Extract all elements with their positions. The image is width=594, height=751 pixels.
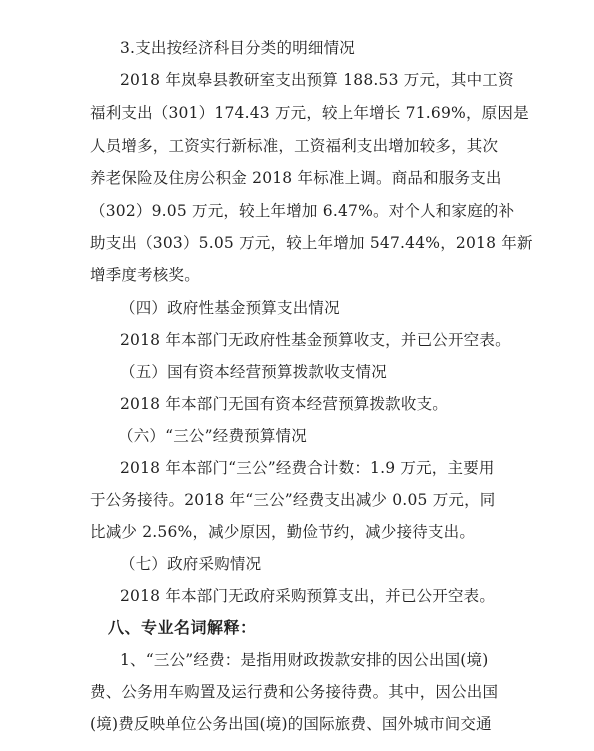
- paragraph-line: 养老保险及住房公积金 2018 年标准上调。商品和服务支出: [90, 169, 502, 187]
- paragraph-line: 比减少 2.56%，减少原因，勤俭节约，减少接待支出。: [90, 523, 476, 541]
- paragraph-line: 助支出（303）5.05 万元，较上年增加 547.44%，2018 年新: [90, 234, 533, 252]
- section-heading-expenditure-by-economic-category: 3.支出按经济科目分类的明细情况: [120, 39, 355, 57]
- section-heading-government-fund: （四）政府性基金预算支出情况: [120, 299, 340, 317]
- section-heading-state-capital: （五）国有资本经营预算拨款收支情况: [120, 363, 387, 381]
- paragraph-line: (境)费反映单位公务出国(境)的国际旅费、国外城市间交通: [90, 715, 492, 733]
- paragraph-line: （302）9.05 万元，较上年增加 6.47%。对个人和家庭的补: [90, 202, 515, 220]
- paragraph-line: 2018 年本部门无国有资本经营预算拨款收支。: [120, 395, 448, 413]
- paragraph-line: 人员增多，工资实行新标准，工资福利支出增加较多，其次: [90, 137, 499, 155]
- section-heading-three-public-expenses: （六）“三公”经费预算情况: [118, 427, 307, 445]
- paragraph-line: 2018 年本部门无政府性基金预算收支，并已公开空表。: [120, 331, 511, 349]
- paragraph-line: 2018 年本部门无政府采购预算支出，并已公开空表。: [120, 587, 496, 605]
- paragraph-line: 于公务接待。2018 年“三公”经费支出减少 0.05 万元，同: [90, 491, 496, 509]
- paragraph-line: 增季度考核奖。: [90, 266, 200, 284]
- section-heading-terminology: 八、专业名词解释：: [108, 618, 257, 637]
- paragraph-line: 费、公务用车购置及运行费和公务接待费。其中，因公出国: [90, 683, 499, 701]
- paragraph-line: 福利支出（301）174.43 万元，较上年增长 71.69%，原因是: [90, 104, 529, 122]
- paragraph-line: 1、“三公”经费：是指用财政拨款安排的因公出国(境): [120, 651, 489, 669]
- paragraph-line: 2018 年岚皋县教研室支出预算 188.53 万元，其中工资: [120, 71, 514, 89]
- paragraph-line: 2018 年本部门“三公”经费合计数：1.9 万元，主要用: [120, 459, 495, 477]
- section-heading-government-procurement: （七）政府采购情况: [120, 555, 262, 573]
